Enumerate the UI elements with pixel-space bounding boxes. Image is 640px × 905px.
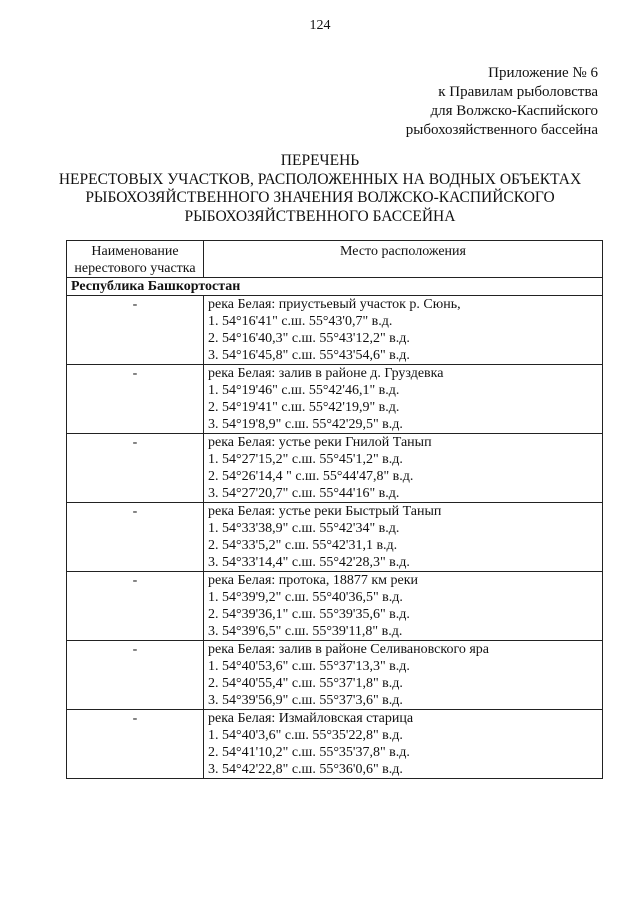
- coordinate-line: 1. 54°33'38,9" с.ш. 55°42'34" в.д.: [208, 521, 400, 536]
- coordinate-line: 3. 54°39'56,9" с.ш. 55°37'3,6" в.д.: [208, 693, 403, 708]
- table-body: [67, 278, 603, 779]
- document-title: [0, 152, 640, 226]
- table-row: [67, 572, 603, 641]
- coordinate-line: 1. 54°16'41" с.ш. 55°43'0,7" в.д.: [208, 314, 393, 329]
- appendix-line: рыбохозяйственного бассейна: [405, 122, 598, 138]
- title-line: РЫБОХОЗЯЙСТВЕННОГО БАССЕЙНА: [184, 207, 456, 225]
- site-name-cell: -: [67, 710, 204, 779]
- coordinate-line: 2. 54°33'5,2" с.ш. 55°42'31,1 в.д.: [208, 538, 398, 553]
- page-number: 124: [309, 18, 331, 33]
- location-cell: [204, 503, 603, 572]
- location-description: река Белая: залив в районе Селивановского яра: [208, 642, 489, 657]
- location-cell: [204, 296, 603, 365]
- coordinate-line: 1. 54°40'53,6" с.ш. 55°37'13,3" в.д.: [208, 659, 410, 674]
- region-row: [67, 278, 603, 296]
- coordinate-line: 1. 54°27'15,2" с.ш. 55°45'1,2" в.д.: [208, 452, 403, 467]
- title-line: ПЕРЕЧЕНЬ: [280, 152, 360, 169]
- table-row: [67, 365, 603, 434]
- site-name-cell: -: [67, 503, 204, 572]
- appendix-line: Приложение № 6: [488, 65, 598, 81]
- coordinate-line: 3. 54°39'6,5" с.ш. 55°39'11,8" в.д.: [208, 624, 403, 639]
- coordinate-line: 2. 54°39'36,1" с.ш. 55°39'35,6" в.д.: [208, 607, 410, 622]
- column-header-location: Место расположения: [204, 241, 603, 278]
- title-line: НЕРЕСТОВЫХ УЧАСТКОВ, РАСПОЛОЖЕННЫХ НА ВОДНЫХ ОБЪЕКТАХ: [58, 170, 582, 188]
- coordinate-line: 3. 54°33'14,4" с.ш. 55°42'28,3" в.д.: [208, 555, 410, 570]
- table-row: [67, 503, 603, 572]
- table-row: [67, 296, 603, 365]
- coordinate-line: 3. 54°19'8,9" с.ш. 55°42'29,5" в.д.: [208, 417, 403, 432]
- site-name-cell: -: [67, 365, 204, 434]
- column-header-name: [67, 241, 204, 278]
- site-name-cell: -: [67, 572, 204, 641]
- coordinate-line: 3. 54°16'45,8" с.ш. 55°43'54,6" в.д.: [208, 348, 410, 363]
- site-name-cell: -: [67, 641, 204, 710]
- coordinate-line: 1. 54°39'9,2" с.ш. 55°40'36,5" в.д.: [208, 590, 403, 605]
- site-name-cell: -: [67, 296, 204, 365]
- appendix-line: для Волжско-Каспийского: [430, 103, 598, 119]
- coordinate-line: 2. 54°16'40,3" с.ш. 55°43'12,2" в.д.: [208, 331, 410, 346]
- location-description: река Белая: приустьевый участок р. Сюнь,: [208, 297, 461, 312]
- column-header-name-line: Наименование: [91, 244, 179, 259]
- table-row: [67, 434, 603, 503]
- coordinate-line: 1. 54°40'3,6" с.ш. 55°35'22,8" в.д.: [208, 728, 403, 743]
- coordinate-line: 3. 54°42'22,8" с.ш. 55°36'0,6" в.д.: [208, 762, 403, 777]
- column-header-name-line: нерестового участка: [74, 261, 196, 276]
- location-cell: [204, 365, 603, 434]
- appendix-reference: [406, 64, 598, 140]
- location-description: река Белая: протока, 18877 км реки: [208, 573, 419, 588]
- location-description: река Белая: залив в районе д. Груздевка: [208, 366, 444, 381]
- table-row: [67, 641, 603, 710]
- location-description: река Белая: устье реки Гнилой Танып: [208, 435, 432, 450]
- location-description: река Белая: Измайловская старица: [208, 711, 414, 726]
- site-name-cell: -: [67, 434, 204, 503]
- spawning-sites-table: [66, 240, 603, 779]
- title-line: РЫБОХОЗЯЙСТВЕННОГО ЗНАЧЕНИЯ ВОЛЖСКО-КАСПИЙСКОГО: [85, 189, 555, 206]
- location-cell: [204, 434, 603, 503]
- location-cell: [204, 641, 603, 710]
- location-cell: [204, 710, 603, 779]
- coordinate-line: 2. 54°19'41" с.ш. 55°42'19,9" в.д.: [208, 400, 400, 415]
- coordinate-line: 2. 54°26'14,4 " с.ш. 55°44'47,8" в.д.: [208, 469, 414, 484]
- appendix-line: к Правилам рыболовства: [438, 84, 598, 100]
- region-name: Республика Башкортостан: [67, 278, 603, 296]
- coordinate-line: 2. 54°40'55,4" с.ш. 55°37'1,8" в.д.: [208, 676, 403, 691]
- coordinate-line: 2. 54°41'10,2" с.ш. 55°35'37,8" в.д.: [208, 745, 410, 760]
- location-description: река Белая: устье реки Быстрый Танып: [208, 504, 442, 519]
- location-cell: [204, 572, 603, 641]
- table-row: [67, 710, 603, 779]
- coordinate-line: 1. 54°19'46" с.ш. 55°42'46,1" в.д.: [208, 383, 400, 398]
- coordinate-line: 3. 54°27'20,7" с.ш. 55°44'16" в.д.: [208, 486, 400, 501]
- table-header-row: [67, 241, 603, 278]
